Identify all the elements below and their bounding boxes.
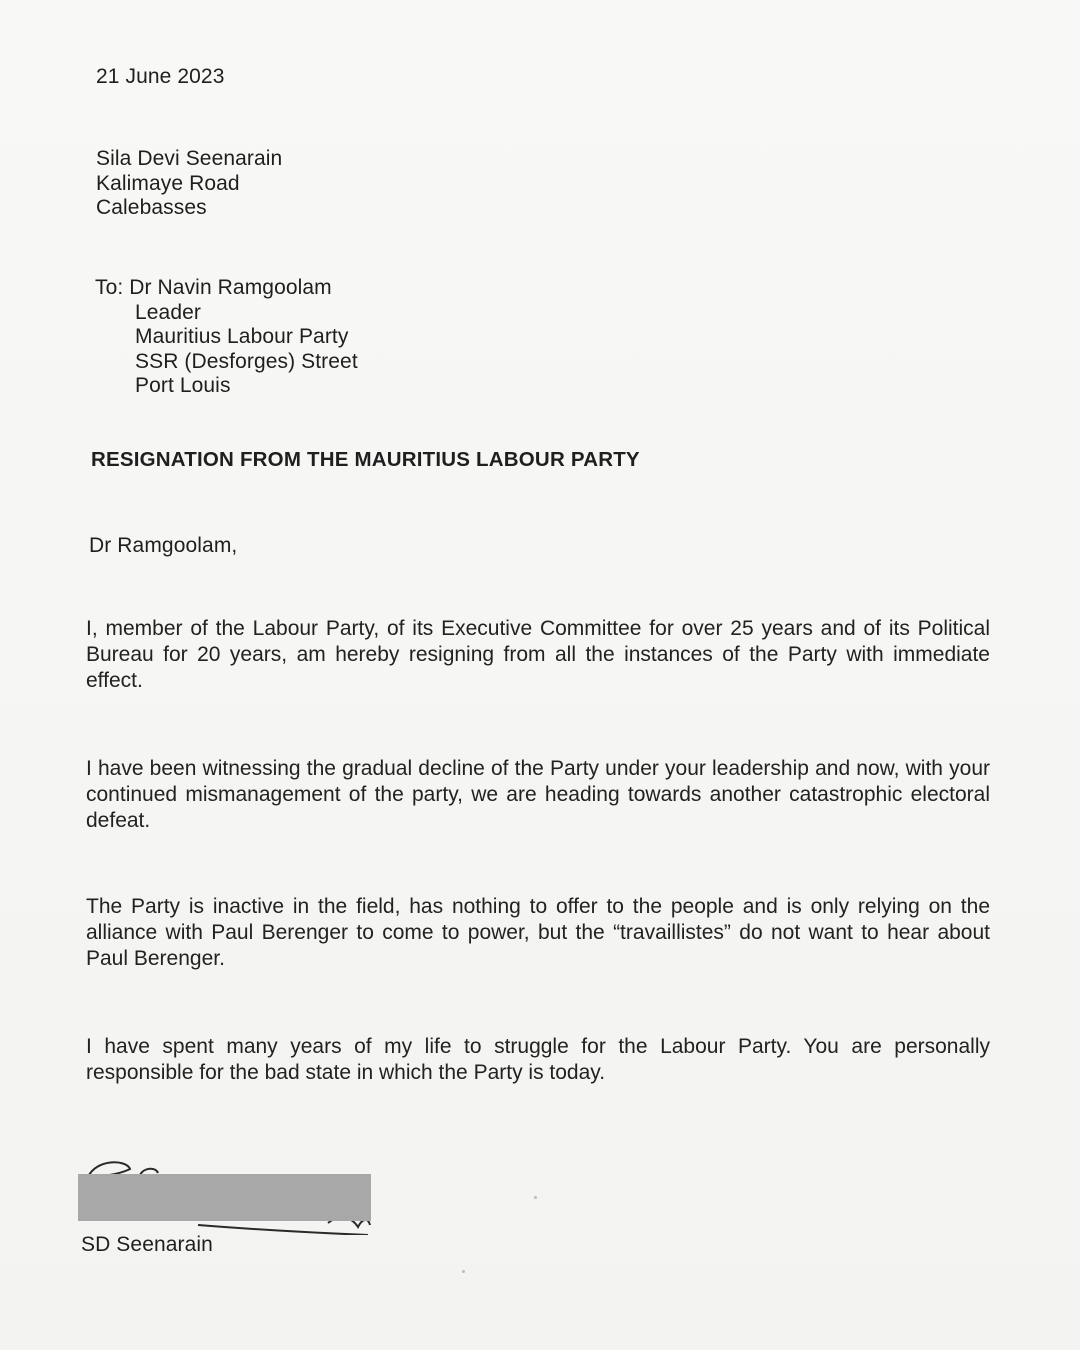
sender-address <box>96 146 282 220</box>
body-paragraph-2: I have been witnessing the gradual decline of the Party under your leadership and now, with your continued mismanagement of the party, we are heading towards another catastrophic electoral defeat. <box>86 757 990 832</box>
sender-street: Kalimaye Road <box>96 171 240 195</box>
recipient-street: SSR (Desforges) Street <box>135 349 358 373</box>
body-paragraph-3: The Party is inactive in the field, has nothing to offer to the people and is only relying on the alliance with Paul Berenger to come to power, but the “travaillistes” do not want to hear about Paul Berenger. <box>86 895 990 970</box>
sender-town: Calebasses <box>96 196 207 219</box>
salutation: Dr Ramgoolam, <box>89 534 238 557</box>
recipient-title: Leader <box>135 300 201 324</box>
sender-name: Sila Devi Seenarain <box>96 147 283 170</box>
recipient-address <box>95 275 358 398</box>
recipient-city: Port Louis <box>135 374 231 397</box>
signature-redaction-box <box>78 1174 371 1221</box>
body-paragraph-4: I have spent many years of my life to struggle for the Labour Party. You are personally responsible for the bad state in which the Party is today. <box>86 1035 990 1084</box>
letter-date: 21 June 2023 <box>96 65 225 88</box>
recipient-to-line: To: Dr Navin Ramgoolam <box>95 276 332 299</box>
scan-speck <box>534 1196 537 1199</box>
letter-subject: RESIGNATION FROM THE MAURITIUS LABOUR PARTY <box>91 448 640 471</box>
recipient-organisation: Mauritius Labour Party <box>135 325 349 348</box>
signatory-name: SD Seenarain <box>81 1233 213 1256</box>
scan-speck <box>462 1270 465 1273</box>
body-paragraph-1: I, member of the Labour Party, of its Executive Committee for over 25 years and of its Political Bureau for 20 years, am hereby resigning from all the instances of the Party with immediate effect. <box>86 617 990 692</box>
